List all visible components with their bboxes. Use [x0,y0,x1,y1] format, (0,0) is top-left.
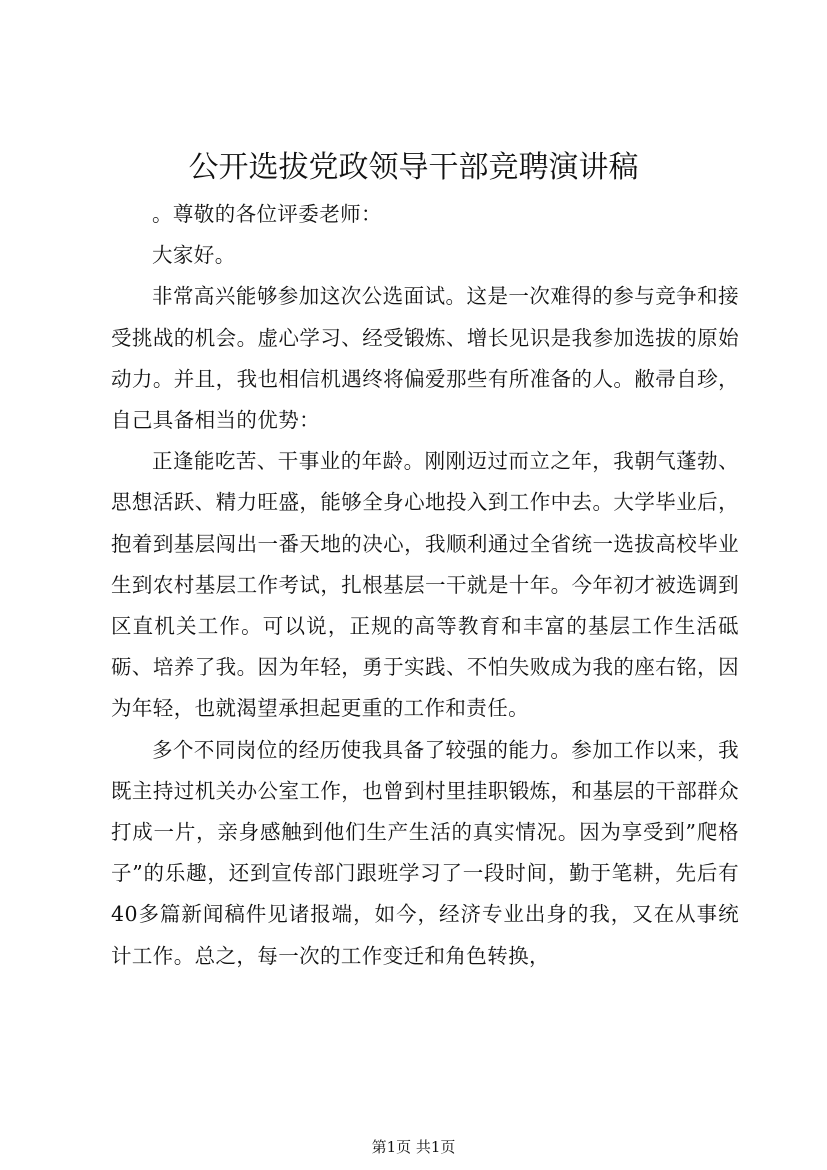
paragraph-experience: 多个不同岗位的经历使我具备了较强的能力。参加工作以来，我既主持过机关办公室工作，也曾到村里挂职锻炼，和基层的干部群众打成一片，亲身感触到他们生产生活的真实情况。因为享受到”爬格子”的乐趣，还到宣传部门跟班学习了一段时间，勤于笔耕，先后有40多篇新闻稿件见诸报端，如今，经济专业出身的我，又在从事统计工作。总之，每一次的工作变迁和角色转换， [111,737,739,968]
paragraph-greeting: 大家好。 [152,243,236,268]
paragraph-salutation: 。尊敬的各位评委老师： [152,202,382,226]
page-footer: 第1页 共1页 [371,1138,456,1156]
document-body [111,194,739,977]
paragraph-intro: 非常高兴能够参加这次公选面试。这是一次难得的参与竞争和接受挑战的机会。虚心学习、经受锻炼、增长见识是我参加选拔的原始动力。并且，我也相信机遇终将偏爱那些有所准备的人。敝帚自珍，自己具备相当的优势： [111,284,739,433]
document-title: 公开选拔党政领导干部竞聘演讲稿 [188,150,639,185]
paragraph-age-advantage: 正逢能吃苦、干事业的年龄。刚刚迈过而立之年，我朝气蓬勃、思想活跃、精力旺盛，能够全身心地投入到工作中去。大学毕业后，抱着到基层闯出一番天地的决心，我顺利通过全省统一选拔高校毕业生到农村基层工作考试，扎根基层一干就是十年。今年初才被选调到区直机关工作。可以说，正规的高等教育和丰富的基层工作生活砥砺、培养了我。因为年轻，勇于实践、不怕失败成为我的座右铭，因为年轻，也就渴望承担起更重的工作和责任。 [111,449,739,721]
